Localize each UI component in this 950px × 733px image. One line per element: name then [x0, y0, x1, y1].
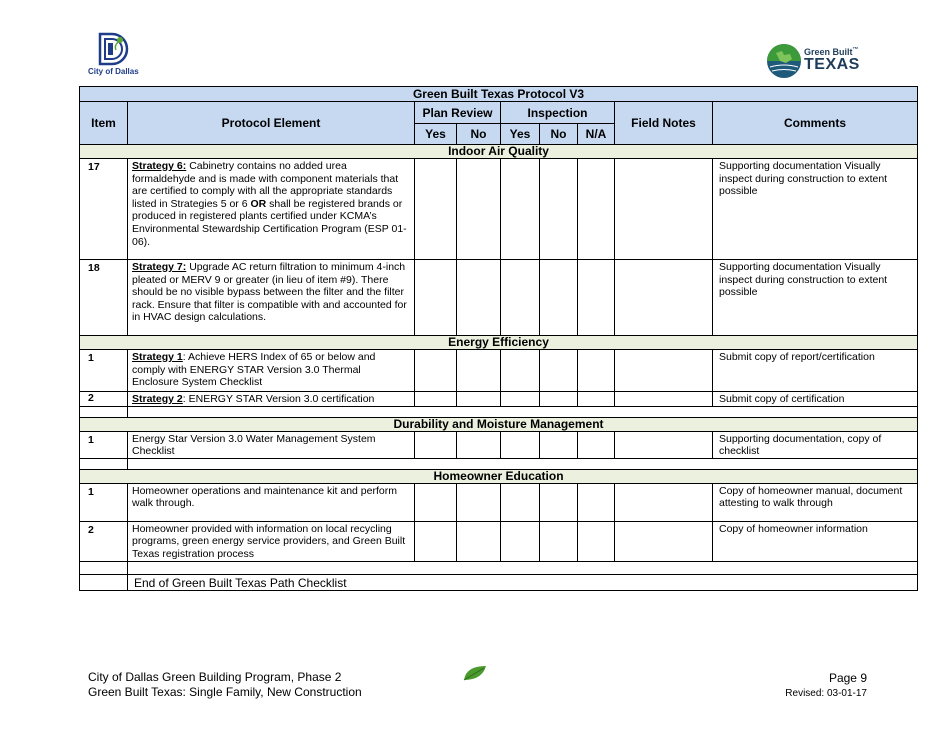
comments-cell: Copy of homeowner manual, document attesting to walk through	[713, 483, 918, 521]
insp-no-cell[interactable]	[540, 350, 578, 392]
insp-no-header: No	[540, 124, 578, 145]
col-comments-header: Comments	[713, 102, 918, 145]
plan-no-cell[interactable]	[457, 350, 501, 392]
protocol-element: Strategy 2: ENERGY STAR Version 3.0 certification	[128, 392, 415, 407]
insp-na-cell[interactable]	[578, 392, 615, 407]
insp-yes-cell[interactable]	[501, 260, 540, 336]
insp-na-cell[interactable]	[578, 350, 615, 392]
plan-no-cell[interactable]	[457, 260, 501, 336]
section-energy-efficiency: Energy Efficiency	[80, 336, 918, 350]
insp-na-cell[interactable]	[578, 260, 615, 336]
comments-cell: Submit copy of report/certification	[713, 350, 918, 392]
insp-yes-cell[interactable]	[501, 350, 540, 392]
insp-yes-cell[interactable]	[501, 159, 540, 260]
protocol-element: Strategy 1: Achieve HERS Index of 65 or below and comply with ENERGY STAR Version 3.0 Thermal Enclosure System Checklist	[128, 350, 415, 392]
protocol-element: Strategy 7: Upgrade AC return filtration to minimum 4-inch pleated or MERV 9 or greater (in lieu of item #9). There should be no visible bypass between the filter and the filter rack. Ensure that filter is compatible with and accounted for in HVAC design calculations.	[128, 260, 415, 336]
table-row	[80, 260, 918, 336]
footer-subtitle: Green Built Texas: Single Family, New Construction	[88, 685, 362, 699]
insp-no-cell[interactable]	[540, 431, 578, 458]
table-title: Green Built Texas Protocol V3	[80, 87, 918, 102]
section-homeowner-education: Homeowner Education	[80, 469, 918, 483]
insp-yes-cell[interactable]	[501, 483, 540, 521]
table-row	[80, 350, 918, 392]
city-of-dallas-logo	[88, 32, 139, 78]
table-row	[80, 521, 918, 561]
section-indoor-air-quality: Indoor Air Quality	[80, 145, 918, 159]
item-number: 17	[80, 159, 128, 260]
field-notes-cell[interactable]	[615, 350, 713, 392]
dallas-d-icon	[94, 32, 130, 66]
revised-date: Revised: 03-01-17	[785, 688, 867, 699]
plan-yes-header: Yes	[415, 124, 457, 145]
col-item-header: Item	[80, 102, 128, 145]
insp-na-cell[interactable]	[578, 159, 615, 260]
leaf-icon	[462, 664, 488, 682]
plan-no-cell[interactable]	[457, 159, 501, 260]
plan-yes-cell[interactable]	[415, 431, 457, 458]
insp-no-cell[interactable]	[540, 159, 578, 260]
item-number: 1	[80, 431, 128, 458]
plan-no-header: No	[457, 124, 501, 145]
item-number: 2	[80, 521, 128, 561]
field-notes-cell[interactable]	[615, 431, 713, 458]
protocol-element: Homeowner provided with information on local recycling programs, green energy service providers, and Green Built Texas registration process	[128, 521, 415, 561]
plan-yes-cell[interactable]	[415, 521, 457, 561]
item-number: 2	[80, 392, 128, 407]
insp-yes-cell[interactable]	[501, 431, 540, 458]
plan-no-cell[interactable]	[457, 431, 501, 458]
comments-cell: Supporting documentation, copy of checklist	[713, 431, 918, 458]
col-protocol-header: Protocol Element	[128, 102, 415, 145]
table-row	[80, 159, 918, 260]
comments-cell: Supporting documentation Visually inspect during construction to extent possible	[713, 159, 918, 260]
protocol-table	[79, 86, 918, 591]
insp-yes-cell[interactable]	[501, 521, 540, 561]
insp-na-cell[interactable]	[578, 431, 615, 458]
field-notes-cell[interactable]	[615, 521, 713, 561]
spacer-row	[80, 458, 918, 469]
plan-yes-cell[interactable]	[415, 260, 457, 336]
protocol-element: Energy Star Version 3.0 Water Management System Checklist	[128, 431, 415, 458]
col-field-notes-header: Field Notes	[615, 102, 713, 145]
spacer-row	[80, 406, 918, 417]
insp-no-cell[interactable]	[540, 521, 578, 561]
field-notes-cell[interactable]	[615, 159, 713, 260]
item-number: 1	[80, 483, 128, 521]
item-number: 18	[80, 260, 128, 336]
footer-program: City of Dallas Green Building Program, Phase 2	[88, 670, 342, 684]
insp-no-cell[interactable]	[540, 483, 578, 521]
section-durability: Durability and Moisture Management	[80, 417, 918, 431]
plan-yes-cell[interactable]	[415, 483, 457, 521]
col-plan-review-header: Plan Review	[415, 102, 501, 124]
field-notes-cell[interactable]	[615, 392, 713, 407]
table-row	[80, 392, 918, 407]
plan-yes-cell[interactable]	[415, 392, 457, 407]
field-notes-cell[interactable]	[615, 483, 713, 521]
page-number: Page 9	[828, 671, 867, 685]
table-row	[80, 431, 918, 458]
plan-no-cell[interactable]	[457, 483, 501, 521]
comments-cell: Copy of homeowner information	[713, 521, 918, 561]
insp-no-cell[interactable]	[540, 260, 578, 336]
comments-cell: Supporting documentation Visually inspect during construction to extent possible	[713, 260, 918, 336]
protocol-element: Homeowner operations and maintenance kit and perform walk through.	[128, 483, 415, 521]
gbt-logo-line2: TEXAS	[804, 56, 860, 73]
insp-yes-cell[interactable]	[501, 392, 540, 407]
plan-yes-cell[interactable]	[415, 159, 457, 260]
insp-na-cell[interactable]	[578, 521, 615, 561]
insp-na-cell[interactable]	[578, 483, 615, 521]
footer-left	[88, 670, 362, 700]
plan-yes-cell[interactable]	[415, 350, 457, 392]
plan-no-cell[interactable]	[457, 392, 501, 407]
protocol-element: Strategy 6: Cabinetry contains no added urea formaldehyde and is made with component materials that are certified to comply with all the appropriate standards listed in Strategies 5 or 6 OR shall be registered brands or produced in registered plants certified under KCMA’s Environmental Stewardship Certification Program (ESP 01-06).	[128, 159, 415, 260]
comments-cell: Submit copy of certification	[713, 392, 918, 407]
end-of-checklist: End of Green Built Texas Path Checklist	[128, 574, 918, 590]
spacer-row	[80, 561, 918, 574]
texas-globe-icon	[766, 43, 802, 79]
table-row	[80, 483, 918, 521]
col-inspection-header: Inspection	[501, 102, 615, 124]
footer-right	[785, 671, 867, 699]
plan-no-cell[interactable]	[457, 521, 501, 561]
insp-yes-header: Yes	[501, 124, 540, 145]
gbt-logo-line1: Green Built™	[804, 47, 859, 57]
insp-no-cell[interactable]	[540, 392, 578, 407]
item-number: 1	[80, 350, 128, 392]
green-built-texas-logo	[766, 43, 866, 81]
insp-na-header: N/A	[578, 124, 615, 145]
field-notes-cell[interactable]	[615, 260, 713, 336]
end-row	[80, 574, 918, 590]
dallas-logo-caption: City of Dallas	[88, 67, 139, 76]
